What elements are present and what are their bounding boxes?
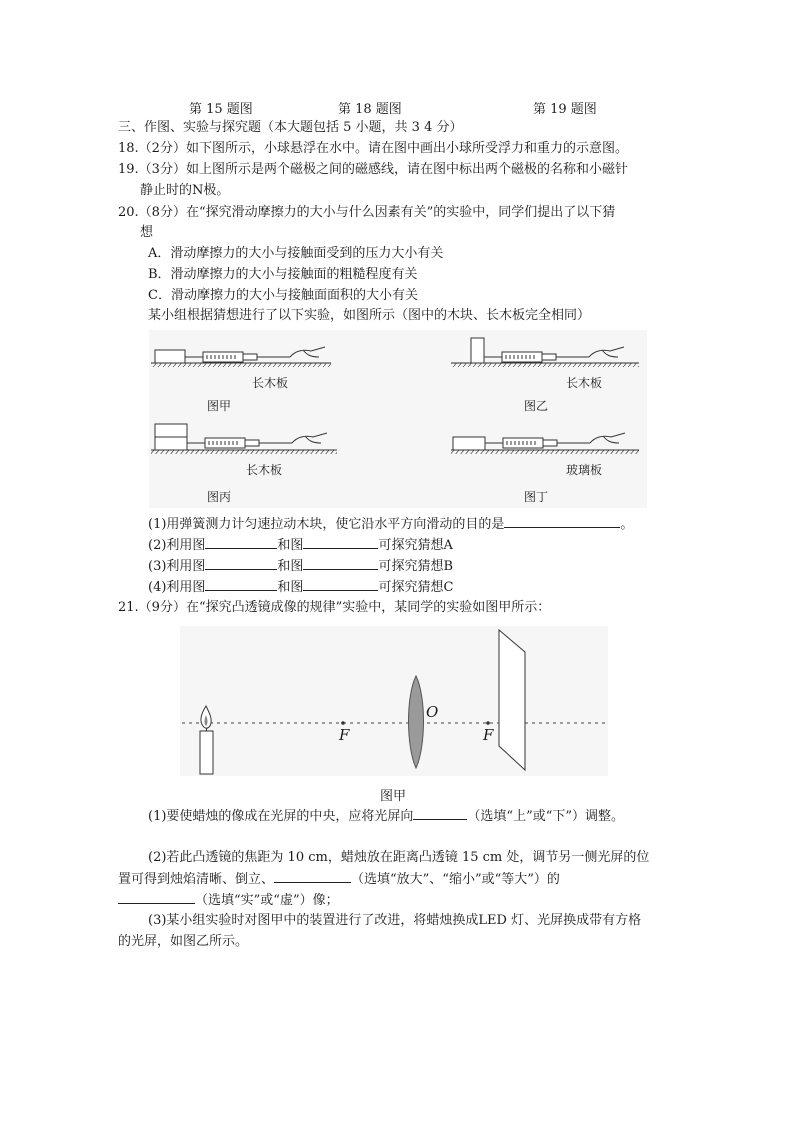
q20-sub2 [148, 535, 453, 555]
q20-sub2-mid: 和图 [277, 538, 304, 553]
answer-blank-3b[interactable] [303, 556, 378, 570]
board-label-yi: 长木板 [566, 376, 603, 390]
caption-jia: 图甲 [207, 399, 232, 413]
answer-blank-2a[interactable] [205, 535, 277, 549]
q20-sub4-mid: 和图 [277, 580, 304, 595]
q20-sub3-text: (3)利用图 [148, 559, 206, 574]
q20-sub3-mid: 和图 [277, 559, 304, 574]
q20-sub1-end: 。 [620, 517, 634, 532]
fig-caption-18: 第 18 题图 [338, 102, 402, 117]
answer-blank-3a[interactable] [205, 556, 277, 570]
answer-blank-q21-2b[interactable] [118, 890, 195, 904]
lens-figure [180, 626, 608, 776]
q20-sub3-end: 可探究猜想B [378, 559, 453, 574]
board-label-jia: 长木板 [252, 376, 289, 390]
option-b: B．滑动摩擦力的大小与接触面的粗糙程度有关 [148, 267, 418, 282]
q21-sub2-mid: （选填“放大”、“缩小”或“等大”）的 [351, 872, 560, 887]
question-21: 21.（9分）在“探究凸透镜成像的规律”实验中，某同学的实验如图甲所示： [118, 600, 551, 615]
focal-point-left [341, 721, 345, 725]
focal-label-left: F [339, 726, 350, 744]
answer-blank-q21-1[interactable] [413, 806, 467, 820]
friction-figure [149, 330, 647, 508]
question-20-line1: 20.（8分）在“探究滑动摩擦力的大小与什么因素有关”的实验中，同学们提出了以下猜 [118, 205, 616, 220]
q20-sub3 [148, 556, 453, 576]
lens-figure-caption: 图甲 [380, 789, 407, 804]
q21-sub1 [148, 806, 624, 826]
section-title: 三、作图、实验与探究题（本大题包括 5 小题，共 3 4 分） [118, 120, 463, 135]
question-19-line2: 静止时的N极。 [140, 183, 230, 198]
answer-blank-4a[interactable] [205, 577, 277, 591]
q21-sub3-line2: 的光屏，如图乙所示。 [118, 934, 249, 949]
fig-bing [151, 424, 337, 454]
q21-sub1-end: （选填“上”或“下”）调整。 [467, 809, 625, 824]
board-label-bing: 长木板 [246, 463, 283, 477]
q20-sub2-text: (2)利用图 [148, 538, 206, 553]
fig-yi [451, 338, 639, 367]
caption-bing: 图丙 [207, 490, 232, 504]
caption-yi: 图乙 [524, 399, 549, 413]
fig-jia [151, 347, 331, 367]
focal-label-right: F [483, 726, 494, 744]
q21-sub1-text: (1)要使蜡烛的像成在光屏的中央，应将光屏向 [148, 809, 414, 824]
q20-sub4-text: (4)利用图 [148, 580, 206, 595]
q21-sub2-line1: (2)若此凸透镜的焦距为 10 cm，蜡烛放在距离凸透镜 15 cm 处，调节另一侧光屏的位 [148, 850, 650, 865]
question-19-line1: 19.（3分）如上图所示是两个磁极之间的磁感线，请在图中标出两个磁极的名称和小磁针 [118, 162, 628, 177]
board-label-ding: 玻璃板 [566, 463, 603, 477]
question-20-intro: 某小组根据猜想进行了以下实验，如图所示（图中的木块、长木板完全相同） [148, 308, 591, 323]
answer-blank-1[interactable] [504, 514, 620, 528]
candle-icon [200, 706, 213, 774]
q21-sub3-line1: (3)某小组实验时对图甲中的装置进行了改进，将蜡烛换成LED 灯、光屏换成带有方格 [148, 913, 642, 928]
caption-ding: 图丁 [524, 490, 549, 504]
q21-sub2-line2 [118, 869, 560, 889]
fig-caption-19: 第 19 题图 [533, 102, 597, 117]
fig-caption-15: 第 15 题图 [189, 102, 253, 117]
option-a: A．滑动摩擦力的大小与接触面受到的压力大小有关 [148, 246, 444, 261]
answer-blank-4b[interactable] [303, 577, 378, 591]
q20-sub4 [148, 577, 453, 597]
fig-ding [451, 433, 639, 454]
answer-blank-2b[interactable] [303, 535, 378, 549]
focal-point-right [486, 721, 490, 725]
answer-blank-q21-2a[interactable] [274, 869, 351, 883]
q21-sub2-end: （选填“实”或“虚”）像； [195, 893, 339, 908]
q20-sub2-end: 可探究猜想A [378, 538, 453, 553]
option-c: C．滑动摩擦力的大小与接触面面积的大小有关 [148, 288, 418, 303]
q21-sub2-line3 [118, 890, 339, 910]
question-20-line2: 想 [140, 225, 154, 240]
q20-sub1 [148, 514, 633, 534]
lens-center-label: O [426, 703, 439, 721]
light-screen [499, 630, 525, 770]
q20-sub1-text: (1)用弹簧测力计匀速拉动木块，使它沿水平方向滑动的目的是 [148, 517, 505, 532]
q21-sub2-text: 置可得到烛焰清晰、倒立、 [118, 872, 275, 887]
q20-sub4-end: 可探究猜想C [378, 580, 454, 595]
question-18: 18.（2分）如下图所示，小球悬浮在水中。请在图中画出小球所受浮力和重力的示意图。 [118, 141, 628, 156]
convex-lens [409, 676, 424, 768]
